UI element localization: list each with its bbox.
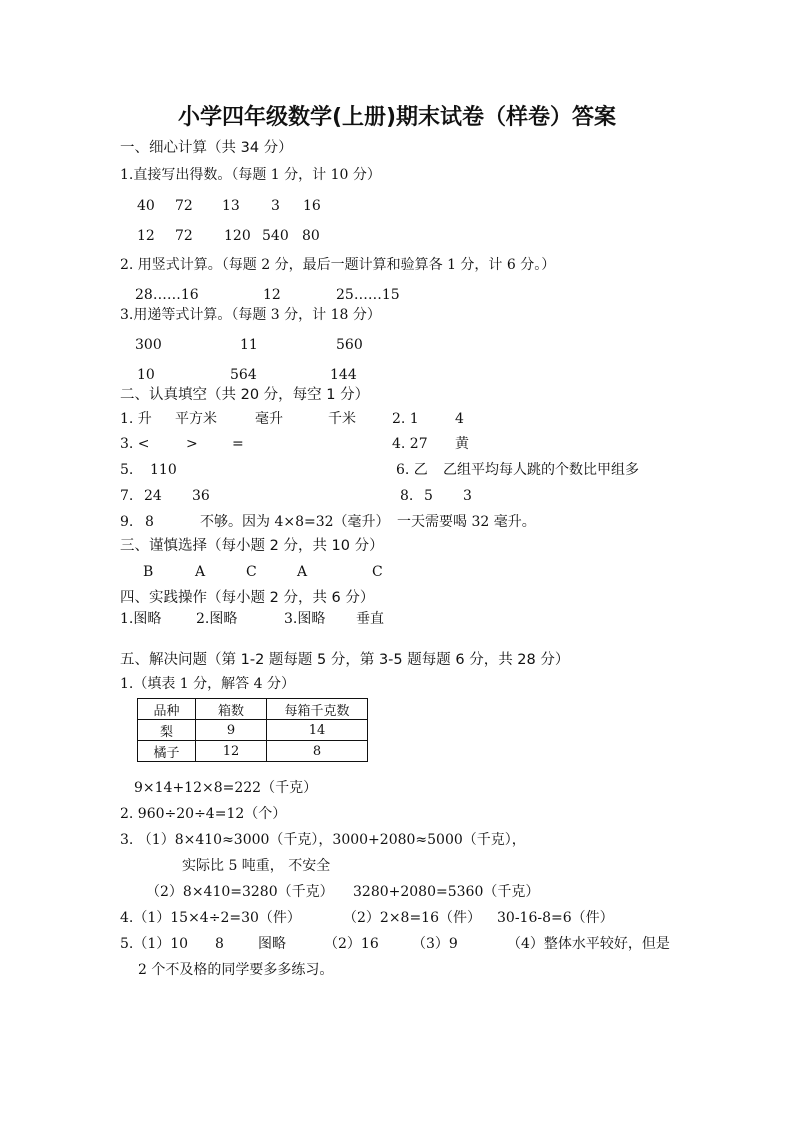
answer: 40 [137,198,155,214]
answer: 黄 [455,436,469,452]
answer: 36 [192,488,210,504]
answer: = [232,436,244,452]
table-cell: 8 [267,741,368,762]
answer: 540 [262,228,289,244]
answer: 7. [120,488,134,504]
answer: 4. 27 [392,436,428,452]
answer: 1.图略 [120,611,162,627]
answer: 28……16 [135,287,199,303]
answer: 3. （1）8×410≈3000（千克），3000+2080≈5000（千克）， [120,832,526,848]
answer: 3 [271,198,280,214]
answer: 5.（1）10 [120,936,189,952]
answer: A [297,564,308,580]
answer: 30-16-8=6（件） [497,910,614,926]
answer: （2）2×8=16（件） [343,910,481,926]
answer: 10 [137,367,155,383]
answer: 12 [263,287,281,303]
answer: 实际比 5 吨重， 不安全 [182,858,331,874]
section-2-header: 二、认真填空（共 20 分，每空 1 分） [120,387,370,403]
answer: 110 [150,462,177,478]
answer: 3280+2080=5360（千克） [353,884,540,900]
table-header-cell: 品种 [138,699,196,720]
s1-q1-text: 1.直接写出得数。（每题 1 分，计 10 分） [120,167,381,183]
table-cell: 梨 [138,720,196,741]
answer: C [246,564,257,580]
answer: 72 [175,198,193,214]
answer: 千米 [328,411,356,427]
table-cell: 9 [196,720,267,741]
answer: 3. < [120,436,150,452]
answer: 80 [302,228,320,244]
answer: 垂直 [356,611,384,627]
table-header-row [138,699,368,720]
answer: 3.图略 [284,611,326,627]
answer: C [372,564,383,580]
answer: 2. 1 [392,411,419,427]
data-table [137,698,368,762]
table-header-cell: 每箱千克数 [267,699,368,720]
answer: 4 [455,411,464,427]
answer: 8. [400,488,414,504]
answer: 3 [463,488,472,504]
answer: 2 个不及格的同学要多多练习。 [138,962,334,978]
answer: 4.（1）15×4÷2=30（件） [120,910,301,926]
answer: （3）9 [412,936,458,952]
answer: 25……15 [336,287,400,303]
answer: （2）8×410=3280（千克） [146,884,334,900]
section-1-header: 一、细心计算（共 34 分） [120,140,293,156]
table-row [138,741,368,762]
section-5-header: 五、解决问题（第 1-2 题每题 5 分，第 3-5 题每题 6 分，共 28 分） [120,652,570,668]
answer: （4）整体水平较好，但是 [507,936,670,952]
answer: 9. [120,514,134,530]
table-cell: 14 [267,720,368,741]
answer: > [186,436,198,452]
answer: 560 [336,337,363,353]
answer: 毫升 [255,411,283,427]
answer: 9×14+12×8=222（千克） [134,780,318,796]
answer: 300 [135,337,162,353]
s1-q2-text: 2. 用竖式计算。（每题 2 分，最后一题计算和验算各 1 分，计 6 分。） [120,257,556,273]
answer: 8 [145,514,154,530]
table-row [138,720,368,741]
answer: 11 [240,337,258,353]
answer: 12 [137,228,155,244]
answer: 564 [230,367,257,383]
section-4-header: 四、实践操作（每小题 2 分，共 6 分） [120,590,375,606]
answer: 5 [424,488,433,504]
table-header-cell: 箱数 [196,699,267,720]
answer: 120 [224,228,251,244]
answer: 不够。因为 4×8=32（毫升） [200,514,390,530]
answer: 6. 乙 [396,462,428,478]
answer: 8 [215,936,224,952]
s1-q3-text: 3.用递等式计算。（每题 3 分，计 18 分） [120,307,381,323]
answer: A [195,564,206,580]
table-cell: 12 [196,741,267,762]
answer: 1. 升 [120,411,152,427]
table-cell: 橘子 [138,741,196,762]
answer: 144 [330,367,357,383]
answer: 图略 [258,936,286,952]
section-3-header: 三、谨慎选择（每小题 2 分，共 10 分） [120,538,384,554]
answer: 乙组平均每人跳的个数比甲组多 [443,462,639,478]
answer: 2.图略 [196,611,238,627]
answer: 13 [222,198,240,214]
answer: B [143,564,154,580]
answer: 2. 960÷20÷4=12（个） [120,806,287,822]
answer: 16 [303,198,321,214]
page-title: 小学四年级数学(上册)期末试卷（样卷）答案 [177,105,617,130]
answer: （2）16 [324,936,379,952]
answer: 24 [144,488,162,504]
answer: 72 [175,228,193,244]
answer: 一天需要喝 32 毫升。 [397,514,536,530]
s5-q1-text: 1.（填表 1 分，解答 4 分） [120,676,295,692]
answer: 平方米 [175,411,217,427]
answer: 5. [120,462,134,478]
